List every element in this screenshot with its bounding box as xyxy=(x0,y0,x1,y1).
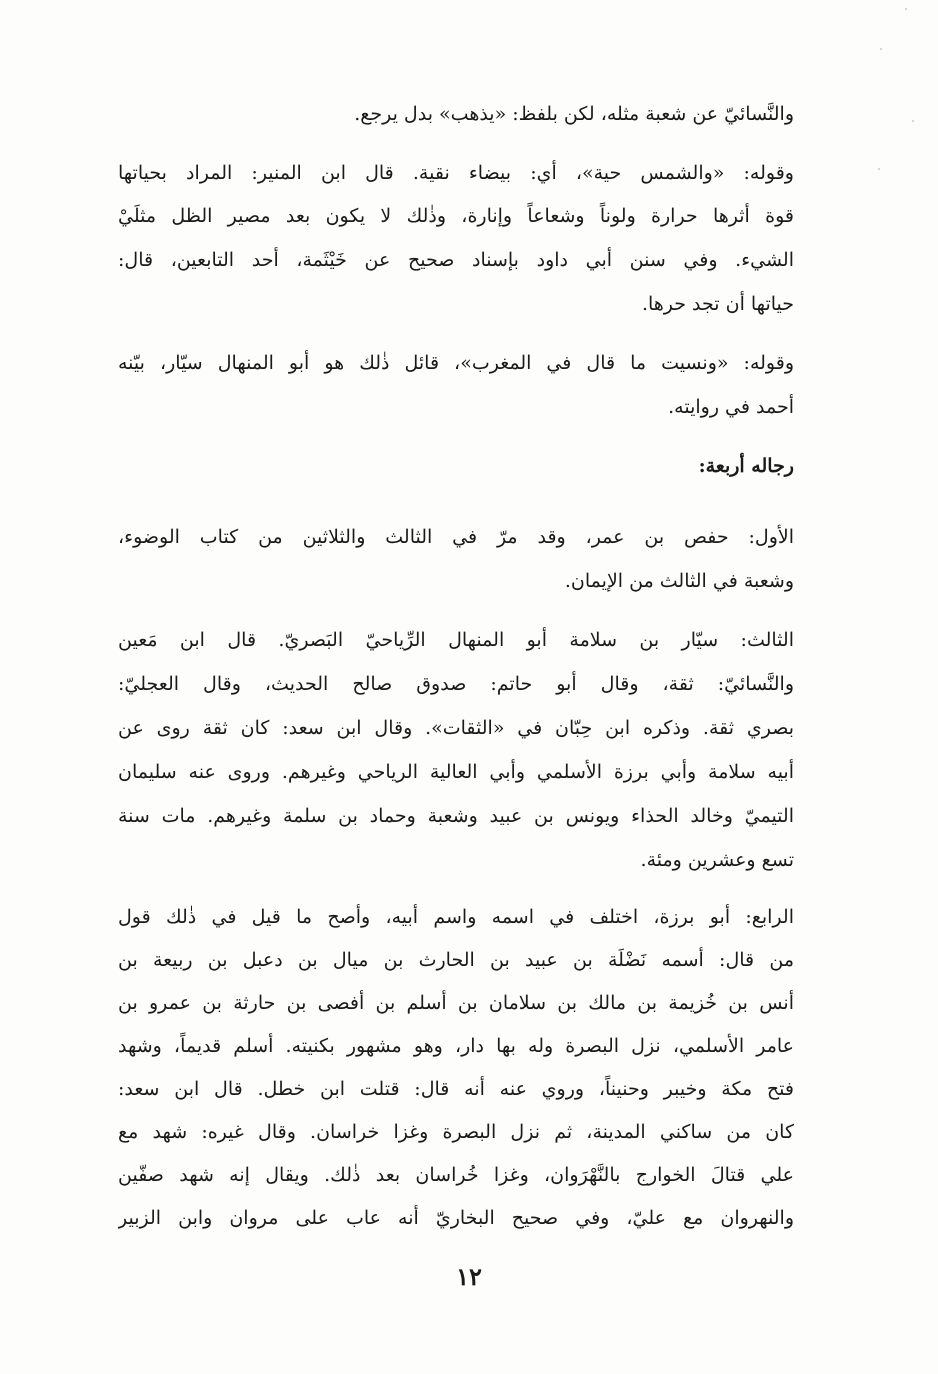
text-line: حياتها أن تجد حرها. xyxy=(641,293,794,315)
text-line: تسع وعشرين ومئة. xyxy=(640,849,794,871)
text-line: فتح مكة وخيبر وحنيناً، وروي عنه أنه قال: قتلت ابن خطل. قال ابن سعد: xyxy=(118,1078,794,1100)
text-line: من قال: أسمه نَضْلَة بن عبيد بن الحارث بن ميال بن دعبل بن ربيعة بن xyxy=(118,949,794,971)
text-line: أحمد في روايته. xyxy=(668,396,794,418)
text-line: الأول: حفص بن عمر، وقد مرّ في الثالث والثلاثين من كتاب الوضوء، xyxy=(118,526,794,548)
text-line: الشيء. وفي سنن أبي داود بإسناد صحيح عن خَيْثَمة، أحد التابعين، قال: xyxy=(118,249,794,271)
text-line: وقوله: «والشمس حية»، أي: بيضاء نقية. قال ابن المنير: المراد بحياتها xyxy=(118,162,794,184)
text-line: علي قتالَ الخوارج بالنَّهْرَوان، وغزا خُراسان بعد ذٰلك. ويقال إنه شهد صفّين xyxy=(118,1164,794,1186)
text-line: وشعبة في الثالث من الإيمان. xyxy=(564,570,794,592)
text-line: أبيه سلامة وأبي برزة الأسلمي وأبي العالية الرياحي وغيرهم. وروى عنه سليمان xyxy=(118,761,794,783)
text-line: والنَّسائيّ: ثقة، وقال أبو حاتم: صدوق صالح الحديث، وقال العجليّ: xyxy=(118,673,794,695)
text-line: والنَّسائيّ عن شعبة مثله، لكن بلفظ: «يذهب» بدل يرجع. xyxy=(354,103,794,125)
section-heading: رجاله أربعة: xyxy=(698,455,794,477)
text-line: أنس بن خُزيمة بن مالك بن سلامان بن أسلم بن أفصى بن حارثة بن عمرو بن xyxy=(118,992,794,1014)
text-line: كان من ساكني المدينة، ثم نزل البصرة وغزا خراسان. وقال غيره: شهد مع xyxy=(118,1121,794,1143)
text-line: التيميّ وخالد الحذاء ويونس بن عبيد وشعبة وحماد بن سلمة وغيرهم. مات سنة xyxy=(118,805,794,827)
text-line: الثالث: سيّار بن سلامة أبو المنهال الرِّياحيّ البَصريّ. قال ابن مَعين xyxy=(118,629,794,651)
scan-speck xyxy=(878,168,880,170)
text-line: قوة أثرها حرارة ولوناً وشعاعاً وإنارة، وذٰلك لا يكون بعد مصير الظل مثلَيْ xyxy=(118,205,794,227)
page-number: ١٢ xyxy=(456,1262,482,1291)
text-line: وقوله: «ونسيت ما قال في المغرب»، قائل ذٰلك هو أبو المنهال سيّار، بيّنه xyxy=(118,352,794,374)
scan-speck xyxy=(905,8,907,10)
scan-speck xyxy=(912,120,914,122)
text-line: عامر الأسلمي، نزل البصرة وله بها دار، وهو مشهور بكنيته. أسلم قديماً، وشهد xyxy=(118,1035,794,1057)
scan-speck xyxy=(880,48,882,50)
text-line: بصري ثقة. وذكره ابن حِبّان في «الثقات». وقال ابن سعد: كان ثقة روى عن xyxy=(118,717,794,739)
text-line: الرابع: أبو برزة، اختلف في اسمه واسم أبيه، وأصح ما قيل في ذٰلك قول xyxy=(118,906,794,928)
text-line: والنهروان مع عليّ، وفي صحيح البخاريّ أنه عاب على مروان وابن الزبير xyxy=(118,1207,794,1229)
